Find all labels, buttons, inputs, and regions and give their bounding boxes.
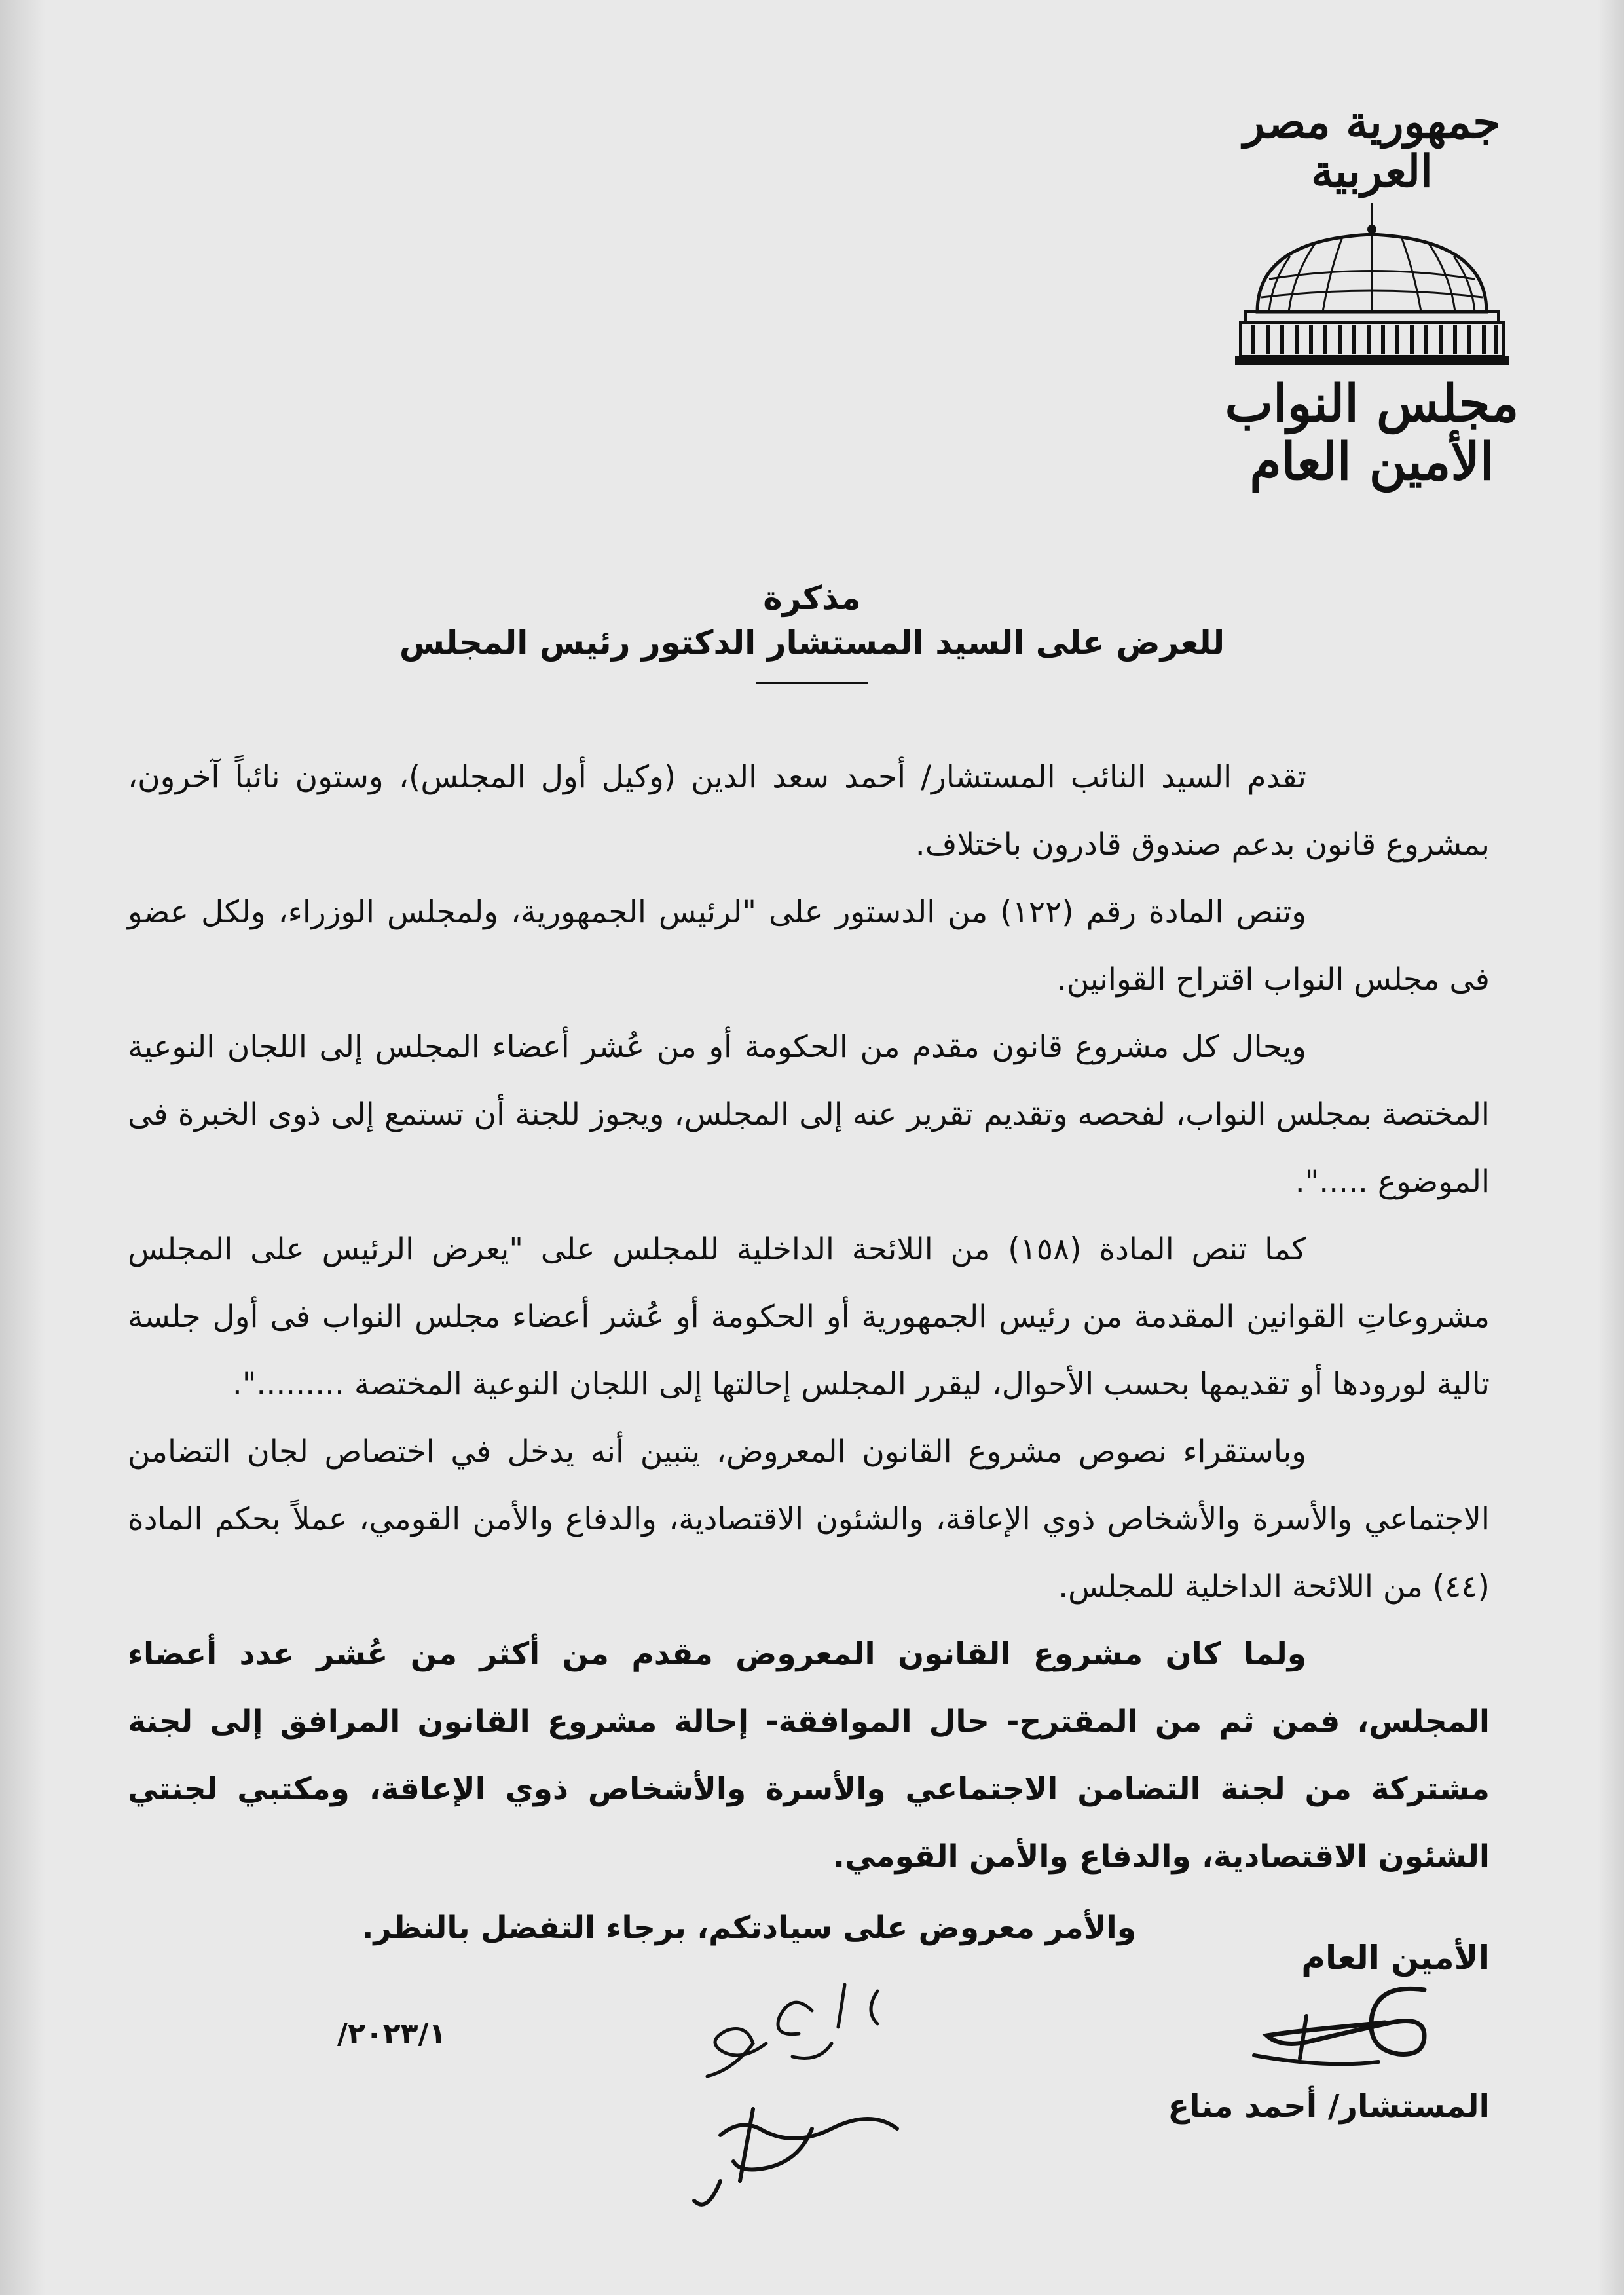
paragraph-proposal: ولما كان مشروع القانون المعروض مقدم من أكثر من عُشر عدد أعضاء المجلس، فمن ثم من المقترح- حال الموافقة- إحالة مشروع القانون المرافق إلى لجنة مشتركة من لجنة التضامن الاجتماعي والأسرة والأشخاص ذوي الإعاقة، ومكتبي لجنتي الشئون الاقتصادية، والدفاع والأمن القومي. <box>128 1636 1490 1875</box>
letterhead-council: مجلس النواب <box>1225 373 1519 434</box>
signature-block <box>1097 1939 1490 2125</box>
signature-scrawl <box>1228 1977 1464 2088</box>
letterhead-country: جمهورية مصر العربية <box>1243 96 1501 198</box>
paragraph-committee-jurisdiction: وباستقراء نصوص مشروع القانون المعروض، يتبين أنه يدخل في اختصاص لجان التضامن الاجتماعي والأسرة والأشخاص ذوي الإعاقة، والشئون الاقتصادية، والدفاع والأمن القومي، عملاً بحكم المادة (٤٤) من اللائحة الداخلية للمجلس. <box>128 1434 1490 1605</box>
paragraph-referral-rule: ويحال كل مشروع قانون مقدم من الحكومة أو من عُشر أعضاء المجلس إلى اللجان النوعية المختصة بمجلس النواب، لفحصه وتقديم تقرير عنه إلى المجلس، ويجوز للجنة أن تستمع إلى ذوى الخبرة فى الموضوع .....". <box>128 1029 1490 1200</box>
letterhead-office: الأمين العام <box>1249 432 1494 493</box>
letterhead <box>1218 98 1526 492</box>
handwritten-approval <box>681 1965 956 2240</box>
paragraph-submission: تقدم السيد النائب المستشار/ أحمد سعد الدين (وكيل أول المجلس)، وستون نائباً آخرون، بمشروع قانون بدعم صندوق قادرون باختلاف. <box>128 759 1490 863</box>
paragraph-bylaws-article: كما تنص المادة (١٥٨) من اللائحة الداخلية للمجلس على "يعرض الرئيس على المجلس مشروعاتِ القوانين المقدمة من رئيس الجمهورية أو الحكومة أو عُشر أعضاء مجلس النواب فى أول جلسة تالية لورودها أو تقديمها بحسب الأحوال، ليقرر المجلس إحالتها إلى اللجان النوعية المختصة .........". <box>128 1231 1490 1402</box>
parliament-dome-icon <box>1231 200 1513 371</box>
memo-recipient: للعرض على السيد المستشار الدكتور رئيس المجلس <box>399 623 1225 662</box>
signatory-title: الأمين العام <box>1301 1939 1490 1977</box>
memo-body <box>128 743 1490 1962</box>
paragraph-constitution-article: وتنص المادة رقم (١٢٢) من الدستور على "لرئيس الجمهورية، ولمجلس الوزراء، ولكل عضو فى مجلس النواب اقتراح القوانين. <box>128 894 1490 998</box>
memo-heading <box>0 576 1624 684</box>
paragraph-closing: والأمر معروض على سيادتكم، برجاء التفضل بالنظر. <box>361 1910 1136 1946</box>
memo-title: مذكرة <box>763 579 861 617</box>
heading-underline <box>756 682 868 684</box>
memo-date: ٢٠٢٣/١/ <box>337 2017 447 2051</box>
signatory-name: المستشار/ أحمد مناع <box>1168 2088 1490 2125</box>
